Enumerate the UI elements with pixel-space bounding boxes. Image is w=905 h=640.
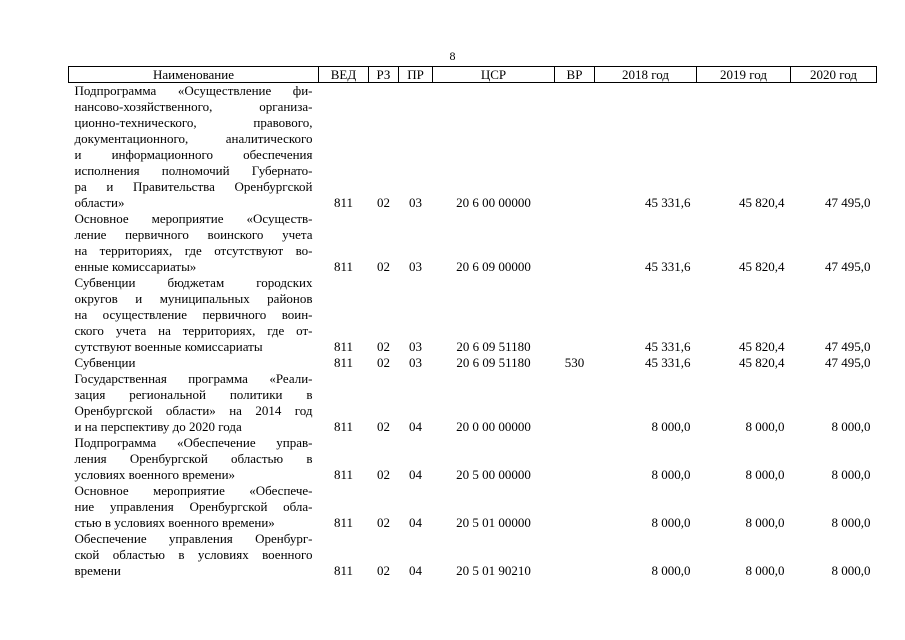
row-csr: 20 6 09 51180 [456, 339, 531, 354]
row-name-line: ние управления Оренбургской обла- [74, 499, 313, 514]
row-pr: 03 [409, 339, 422, 354]
row-vr [555, 83, 595, 212]
col-header-ved: ВЕД [319, 67, 369, 83]
row-value-2019: 8 000,0 [745, 515, 785, 530]
table-body [69, 83, 877, 580]
col-header-2019: 2019 год [697, 67, 791, 83]
col-header-vr: ВР [555, 67, 595, 83]
row-ved: 811 [333, 515, 354, 530]
row-value-2019: 8 000,0 [745, 419, 785, 434]
row-value-2020: 8 000,0 [831, 563, 871, 578]
row-value-2019: 8 000,0 [745, 467, 785, 482]
row-value-2020: 47 495,0 [825, 355, 871, 370]
row-name-line: ление первичного воинского учета [74, 227, 313, 242]
row-name-line: ра и Правительства Оренбургской [74, 179, 313, 194]
row-ved: 811 [333, 563, 354, 578]
row-name-line: зация региональной политики в [74, 387, 313, 402]
row-ved: 811 [333, 419, 354, 434]
row-name [69, 211, 319, 275]
row-ved: 811 [333, 259, 354, 274]
col-header-2018: 2018 год [595, 67, 697, 83]
row-value-2018: 8 000,0 [651, 563, 691, 578]
row-value-2018: 8 000,0 [651, 467, 691, 482]
row-name-line: и информационного обеспечения [74, 147, 313, 162]
row-value-2018: 45 331,6 [645, 339, 691, 354]
row-value-2018: 8 000,0 [651, 515, 691, 530]
row-value-2020: 8 000,0 [831, 419, 871, 434]
row-rz: 02 [377, 467, 390, 482]
row-value-2018: 45 331,6 [645, 195, 691, 210]
row-value-2019: 45 820,4 [739, 339, 785, 354]
row-value-2019: 45 820,4 [739, 355, 785, 370]
row-ved: 811 [333, 467, 354, 482]
row-name-line: ского учета на территориях, где от- [74, 323, 313, 338]
table-row [69, 355, 877, 371]
row-csr: 20 0 00 00000 [456, 419, 531, 434]
col-header-csr: ЦСР [433, 67, 555, 83]
row-name-line: ционно-технического, правового, [74, 115, 313, 130]
row-csr: 20 5 00 00000 [456, 467, 531, 482]
row-name-line: стью в условиях военного времени» [74, 515, 275, 530]
row-csr: 20 6 00 00000 [456, 195, 531, 210]
row-name [69, 275, 319, 355]
table-row [69, 83, 877, 212]
budget-table [68, 66, 877, 579]
row-name-line: на осуществление первичного воин- [74, 307, 313, 322]
row-csr: 20 5 01 90210 [456, 563, 531, 578]
row-pr: 04 [409, 419, 422, 434]
row-vr [555, 371, 595, 435]
col-header-name: Наименование [69, 67, 319, 83]
row-rz: 02 [377, 563, 390, 578]
row-ved: 811 [333, 195, 354, 210]
row-vr [555, 211, 595, 275]
row-name [69, 435, 319, 483]
row-ved: 811 [333, 339, 354, 354]
row-rz: 02 [377, 259, 390, 274]
row-name-line: ления Оренбургской областью в [74, 451, 313, 466]
row-name [69, 83, 319, 212]
row-name-line: Подпрограмма «Обеспечение управ- [74, 435, 313, 450]
row-rz: 02 [377, 419, 390, 434]
row-pr: 03 [409, 195, 422, 210]
row-name-line: Оренбургской области» на 2014 год [74, 403, 313, 418]
row-name-line: Основное мероприятие «Обеспече- [74, 483, 313, 498]
row-ved: 811 [333, 355, 354, 370]
row-name-line: Основное мероприятие «Осуществ- [74, 211, 313, 226]
row-csr: 20 6 09 00000 [456, 259, 531, 274]
row-name-line: документационного, аналитического [74, 131, 313, 146]
row-name-line: области» [74, 195, 125, 210]
col-header-2020: 2020 год [791, 67, 877, 83]
row-name-line: на территориях, где отсутствуют во- [74, 243, 313, 258]
row-value-2018: 45 331,6 [645, 355, 691, 370]
row-value-2019: 45 820,4 [739, 195, 785, 210]
table-row [69, 531, 877, 579]
row-pr: 04 [409, 467, 422, 482]
row-name-line: енные комиссариаты» [74, 259, 197, 274]
row-pr: 03 [409, 259, 422, 274]
table-row [69, 435, 877, 483]
row-name-line: Государственная программа «Реали- [74, 371, 313, 386]
row-name-line: исполнения полномочий Губернато- [74, 163, 313, 178]
row-vr: 530 [564, 355, 585, 370]
row-pr: 03 [409, 355, 422, 370]
row-name [69, 355, 319, 371]
row-value-2020: 47 495,0 [825, 195, 871, 210]
row-value-2019: 8 000,0 [745, 563, 785, 578]
row-name [69, 531, 319, 579]
row-name-line: времени [74, 563, 121, 578]
row-rz: 02 [377, 195, 390, 210]
row-csr: 20 5 01 00000 [456, 515, 531, 530]
row-name-line: Субвенции [74, 355, 136, 370]
row-name-line: Субвенции бюджетам городских [74, 275, 313, 290]
row-name-line: округов и муниципальных районов [74, 291, 313, 306]
row-value-2020: 47 495,0 [825, 259, 871, 274]
row-vr [555, 531, 595, 579]
row-rz: 02 [377, 339, 390, 354]
row-name [69, 371, 319, 435]
row-value-2018: 45 331,6 [645, 259, 691, 274]
row-value-2020: 47 495,0 [825, 339, 871, 354]
row-csr: 20 6 09 51180 [456, 355, 531, 370]
row-name-line: нансово-хозяйственного, организа- [74, 99, 313, 114]
page-number: 8 [449, 49, 456, 63]
row-pr: 04 [409, 515, 422, 530]
row-name-line: условиях военного времени» [74, 467, 236, 482]
row-value-2020: 8 000,0 [831, 515, 871, 530]
table-row [69, 483, 877, 531]
row-name-line: Подпрограмма «Осуществление фи- [74, 83, 313, 98]
row-rz: 02 [377, 355, 390, 370]
row-rz: 02 [377, 515, 390, 530]
table-row [69, 275, 877, 355]
row-name-line: ской областью в условиях военного [74, 547, 313, 562]
table-row [69, 371, 877, 435]
row-name-line: Обеспечение управления Оренбург- [74, 531, 313, 546]
row-name [69, 483, 319, 531]
row-name-line: и на перспективу до 2020 года [74, 419, 242, 434]
row-value-2018: 8 000,0 [651, 419, 691, 434]
row-value-2019: 45 820,4 [739, 259, 785, 274]
col-header-pr: ПР [399, 67, 433, 83]
table-header-row [69, 67, 877, 83]
row-vr [555, 483, 595, 531]
row-vr [555, 275, 595, 355]
row-name-line: сутствуют военные комиссариаты [74, 339, 263, 354]
row-pr: 04 [409, 563, 422, 578]
col-header-rz: РЗ [369, 67, 399, 83]
row-value-2020: 8 000,0 [831, 467, 871, 482]
table-row [69, 211, 877, 275]
row-vr [555, 435, 595, 483]
